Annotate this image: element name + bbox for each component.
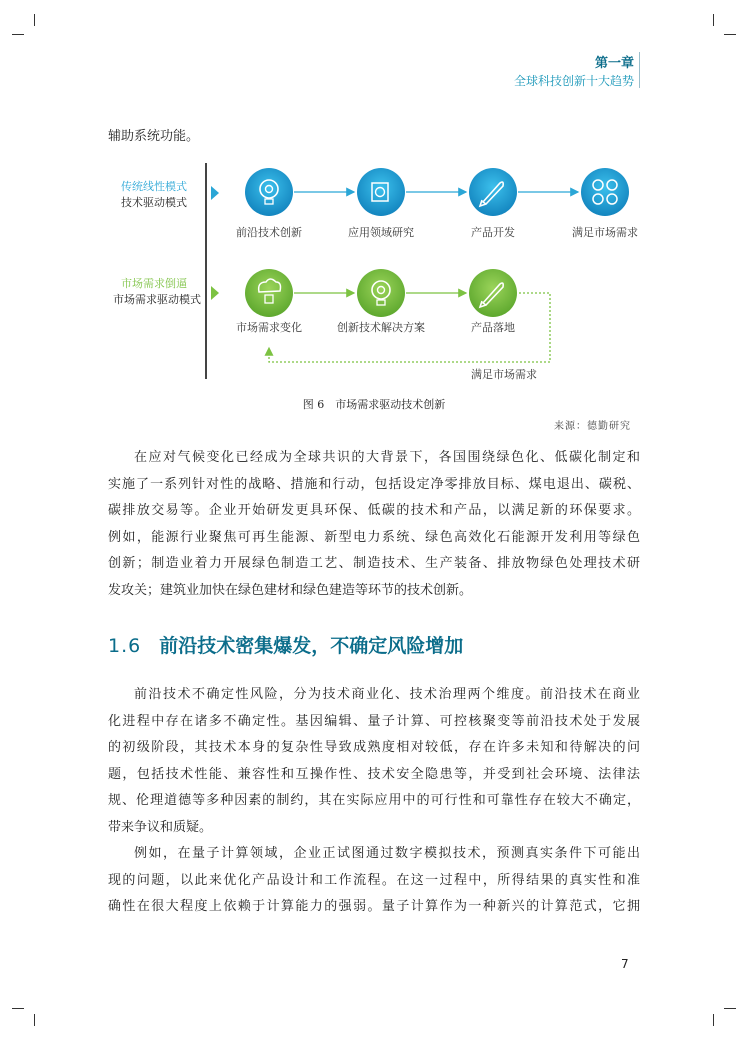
node-frontier-tech: [245, 168, 293, 216]
section-title: 前沿技术密集爆发，不确定风险增加: [159, 635, 464, 657]
chapter-subtitle: 全球科技创新十大趋势: [513, 74, 634, 88]
node-label: 创新技术解决方案: [337, 321, 425, 334]
node-innovative-solution: [357, 269, 405, 317]
text-line: 前沿技术不确定性风险，分为技术商业化、技术治理两个维度。前沿技术在商业: [134, 687, 640, 702]
node-label: 前沿技术创新: [236, 226, 302, 239]
crop-mark-bl-v: [34, 1014, 35, 1026]
flow-diagram: [0, 0, 748, 400]
text-line: 现的问题，以此来优化产品设计和工作流程。在这一过程中，所得结果的真实性和准: [108, 872, 640, 888]
node-product-dev: [469, 168, 517, 216]
text-line: 带来争议和质疑。: [108, 819, 213, 835]
text-line: 确性在很大程度上依赖于计算能力的强弱。量子计算作为一种新兴的计算范式，它拥: [108, 899, 640, 914]
node-market-change: [245, 269, 293, 317]
text-line: 在应对气候变化已经成为全球共识的大背景下，各国围绕绿色化、低碳化制定和: [134, 450, 640, 465]
paragraph-2: [108, 682, 640, 841]
node-application-research: [357, 168, 405, 216]
row2-pointer-icon: [211, 286, 219, 300]
node-product-landing: [469, 269, 517, 317]
row2-label-top: 市场需求倒逼: [121, 277, 187, 290]
text-line: 规、伦理道德等多种因素的制约，其在实际应用中的可行性和可靠性存在较大不确定，: [108, 793, 640, 808]
node-label: 应用领域研究: [348, 226, 414, 239]
section-heading: [108, 631, 463, 658]
chapter-title: 第一章: [594, 56, 634, 71]
text-line: 化进程中存在诸多不确定性。基因编辑、量子计算、可控核聚变等前沿技术处于发展: [108, 713, 640, 729]
node-label: 产品开发: [471, 226, 515, 239]
node-label: 满足市场需求: [572, 226, 638, 239]
text-line: 碳排放交易等。企业开始研发更具环保、低碳的技术和产品，以满足新的环保要求。: [108, 503, 640, 518]
paragraph-3: [108, 841, 640, 921]
text-line: 例如，在量子计算领域，企业正试图通过数字模拟技术，预测真实条件下可能出: [134, 846, 640, 861]
page-number: 7: [621, 957, 629, 971]
figure-caption: 图 6 市场需求驱动技术创新: [302, 398, 446, 411]
text-line: 发攻关；建筑业加快在绿色建材和绿色建造等环节的技术创新。: [108, 582, 473, 598]
node-label: 市场需求变化: [236, 321, 302, 334]
crop-mark-br-v: [713, 1014, 714, 1026]
figure-source: 来源：德勤研究: [554, 421, 631, 432]
loop-label: 满足市场需求: [471, 368, 537, 381]
node-market-demand: [581, 168, 629, 216]
text-line: 实施了一系列针对性的战略、措施和行动，包括设定净零排放目标、煤电退出、碳税、: [108, 476, 640, 492]
text-line: 例如，能源行业聚焦可再生能源、新型电力系统、绿色高效化石能源开发利用等绿色: [108, 529, 640, 545]
row2-label-bottom: 市场需求驱动模式: [113, 293, 201, 306]
paragraph-1: [108, 445, 640, 604]
node-label: 产品落地: [471, 321, 515, 334]
section-number: 1.6: [108, 635, 142, 657]
diagram-divider: [205, 163, 207, 379]
text-line: 创新；制造业着力开展绿色制造工艺、制造技术、生产装备、排放物绿色处理技术研: [108, 556, 640, 571]
text-line: 的初级阶段，其技术本身的复杂性导致成熟度相对较低，存在许多未知和待解决的问: [108, 740, 640, 755]
crop-mark-bl-h: [12, 1008, 24, 1009]
row1-pointer-icon: [211, 186, 219, 200]
row1-label-top: 传统线性模式: [121, 180, 187, 193]
row1-label-bottom: 技术驱动模式: [121, 196, 187, 209]
crop-mark-br-h: [724, 1008, 736, 1009]
text-line: 辅助系统功能。: [108, 129, 200, 144]
text-line: 题，包括技术性能、兼容性和互操作性、技术安全隐患等，并受到社会环境、法律法: [108, 766, 640, 782]
